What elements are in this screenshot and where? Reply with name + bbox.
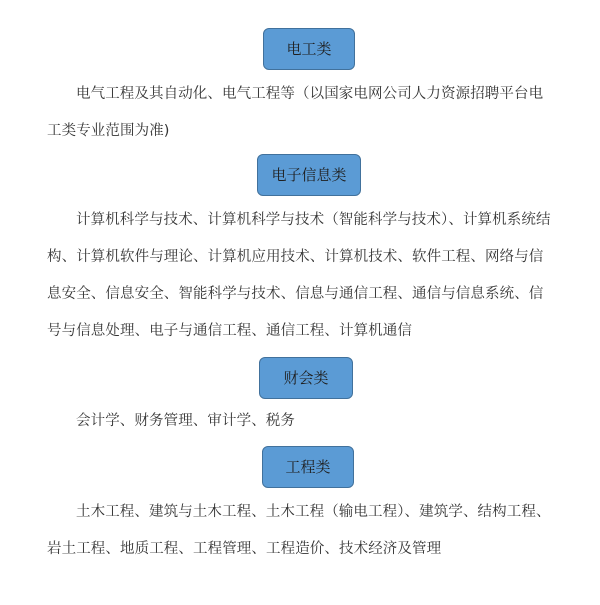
heading-electronic-info: 电子信息类: [257, 154, 361, 196]
heading-finance: 财会类: [259, 357, 353, 399]
paragraph-finance: 会计学、财务管理、审计学、税务: [76, 413, 295, 429]
paragraph-electrical: 电气工程及其自动化、电气工程等（以国家电网公司人力资源招聘平台电工类专业范围为准): [47, 86, 544, 139]
paragraph-engineering: 土木工程、建筑与土木工程、土木工程（输电工程）、建筑学、结构工程、岩土工程、地质工程、工程管理、工程造价、技术经济及管理: [47, 504, 551, 557]
paragraph-electronic-info: 计算机科学与技术、计算机科学与技术（智能科学与技术）、计算机系统结构、计算机软件与理论、计算机应用技术、计算机技术、软件工程、网络与信息安全、信息安全、智能科学与技术、信息与通信工程、通信与信息系统、信号与信息处理、电子与通信工程、通信工程、计算机通信: [47, 212, 551, 339]
heading-engineering: 工程类: [262, 446, 354, 488]
heading-electrical: 电工类: [263, 28, 355, 70]
